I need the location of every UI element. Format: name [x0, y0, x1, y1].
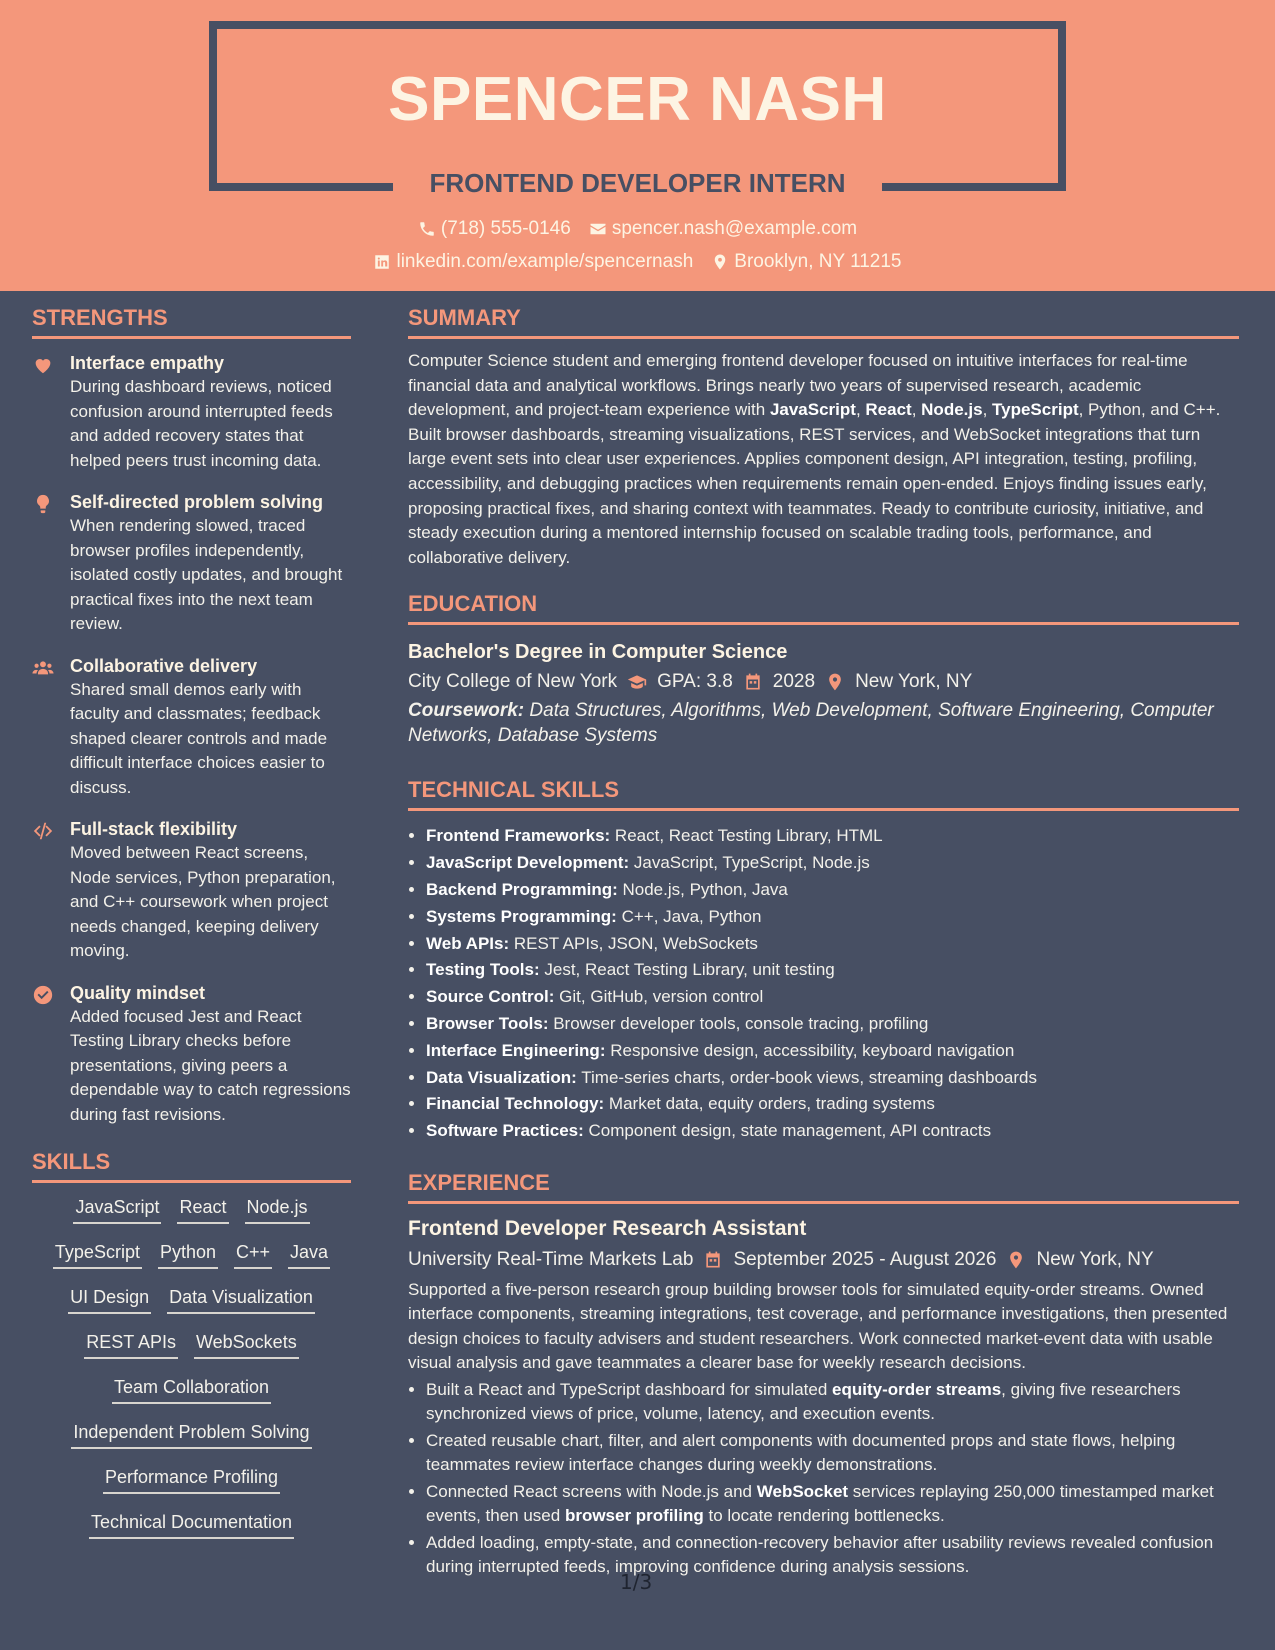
list-item: • Data Visualization: Time-series charts, order-book views, streaming dashboards [426, 1065, 1239, 1092]
skill-chip: WebSockets [194, 1330, 299, 1359]
experience-heading: EXPERIENCE [408, 1165, 1239, 1204]
strength-name: Full-stack flexibility [70, 819, 238, 839]
strength-text: When rendering slowed, traced browser profiles independently, isolated costly updates, and brought practical fixes into the next team review. [70, 516, 343, 633]
map-pin-icon [825, 672, 845, 692]
page-number: 1/3 [620, 1570, 653, 1594]
list-item: • Created reusable chart, filter, and alert components with documented props and state flows, helping teammates review interface changes during weekly demonstrations. [426, 1429, 1239, 1478]
strength-item [32, 817, 351, 964]
summary-text: Computer Science student and emerging frontend developer focused on intuitive interfaces for real-time financial data and analytical workflows. Brings nearly two years of supervised research, academic development, and project-team experience with JavaScript, React, Node.js, TypeScript, Python, and C++. Built browser dashboards, streaming visualizations, REST services, and WebSocket integrations that turn large event sets into clear user experiences. Applies component design, API integration, testing, profiling, accessibility, and debugging practices when requirements remain open-ended. Enjoys finding issues early, proposing practical fixes, and sharing context with teammates. Ready to contribute curiosity, initiative, and steady execution during a mentored internship focused on scalable trading tools, performance, and collaborative delivery. [408, 351, 1221, 567]
strength-text: Moved between React screens, Node services, Python preparation, and C++ coursework when project needs changed, keeping delivery moving. [70, 843, 336, 960]
list-item: • Added loading, empty-state, and connection-recovery behavior after usability reviews revealed confusion during interrupted feeds, improving confidence during analysis sessions. [426, 1531, 1239, 1580]
contact-row-2 [0, 251, 1275, 273]
skill-chip: React [177, 1195, 228, 1224]
calendar-icon [743, 672, 763, 692]
strength-item [32, 351, 351, 473]
contact-row-1 [0, 218, 1275, 240]
list-item: • JavaScript Development: JavaScript, TypeScript, Node.js [426, 850, 1239, 877]
email-contact[interactable] [589, 218, 857, 240]
skill-chip: REST APIs [84, 1330, 178, 1359]
location-contact [711, 251, 901, 273]
location-text: Brooklyn, NY 11215 [734, 251, 902, 272]
technical-skills-heading: TECHNICAL SKILLS [408, 772, 1239, 811]
job-title: Frontend Developer Research Assistant [408, 1216, 807, 1240]
skill-chip: Performance Profiling [103, 1465, 280, 1494]
list-item: • Testing Tools: Jest, React Testing Library, unit testing [426, 957, 1239, 984]
list-item: • Browser Tools: Browser developer tools, console tracing, profiling [426, 1011, 1239, 1038]
chip-row [32, 1285, 351, 1330]
strength-item [32, 654, 351, 801]
strength-name: Collaborative delivery [70, 655, 258, 676]
skill-chip: Python [158, 1240, 218, 1269]
envelope-icon [589, 220, 607, 238]
left-column [32, 300, 351, 1555]
strength-name: Quality mindset [70, 982, 206, 1003]
experience-bullets [408, 1378, 1239, 1580]
strength-item [32, 981, 351, 1128]
list-item: • Financial Technology: Market data, equity orders, trading systems [426, 1091, 1239, 1118]
list-item: • Source Control: Git, GitHub, version control [426, 984, 1239, 1011]
skill-chip: C++ [234, 1240, 272, 1269]
job-dates: September 2025 - August 2026 [733, 1248, 997, 1270]
linkedin-text: linkedin.com/example/spencernash [396, 251, 694, 272]
map-pin-icon [1006, 1250, 1026, 1270]
strength-name: Self-directed problem solving [70, 492, 324, 512]
list-item: • Interface Engineering: Responsive design, accessibility, keyboard navigation [426, 1038, 1239, 1065]
skill-chip: TypeScript [53, 1240, 142, 1269]
skills-chips [32, 1195, 351, 1555]
skill-chip: Independent Problem Solving [71, 1420, 311, 1449]
list-item: • Frontend Frameworks: React, React Testing Library, HTML [426, 823, 1239, 850]
chip-row [32, 1195, 351, 1240]
resume-header [0, 0, 1275, 291]
linkedin-icon [373, 253, 391, 271]
chip-row [32, 1375, 351, 1420]
job-location: New York, NY [1036, 1248, 1154, 1270]
chip-row [32, 1420, 351, 1465]
chip-row [32, 1330, 351, 1375]
list-item: • Systems Programming: C++, Java, Python [426, 904, 1239, 931]
gpa: GPA: 3.8 [657, 671, 733, 693]
code-icon [32, 820, 54, 842]
skill-chip: Java [288, 1240, 330, 1269]
list-item: • Connected React screens with Node.js and WebSocket services replaying 250,000 timestamped market events, then used browser profiling to locate rendering bottlenecks. [426, 1480, 1239, 1529]
linkedin-contact[interactable] [373, 251, 693, 273]
phone-icon [418, 220, 436, 238]
strengths-heading: STRENGTHS [32, 300, 351, 339]
heart-icon [32, 354, 54, 376]
strength-name: Interface empathy [70, 353, 225, 373]
strength-text: During dashboard reviews, noticed confusion around interrupted feeds and added recovery states that helped peers trust incoming data. [70, 377, 333, 470]
skill-chip: JavaScript [73, 1195, 161, 1224]
candidate-name: SPENCER NASH [388, 65, 887, 134]
map-pin-icon [711, 253, 729, 271]
strength-item [32, 490, 351, 637]
right-column [408, 300, 1239, 1582]
job-description: Supported a five-person research group building browser tools for simulated equity-order streams. Owned interface components, streaming integrations, test coverage, and performance investigations, then presented design choices to faculty advisers and student researchers. Work connected market-event data with usable visual analysis and gave teammates a clearer base for weekly research decisions. [408, 1279, 1228, 1373]
list-item: • Built a React and TypeScript dashboard for simulated equity-order streams, giving five researchers synchronized views of price, volume, latency, and execution events. [426, 1378, 1239, 1427]
skills-heading: SKILLS [32, 1144, 351, 1183]
list-item: • Software Practices: Component design, state management, API contracts [426, 1118, 1239, 1145]
skill-chip: UI Design [68, 1285, 151, 1314]
strength-text: Added focused Jest and React Testing Library checks before presentations, giving peers a dependable way to catch regressions during fast revisions. [70, 1006, 351, 1124]
school-name: City College of New York [408, 671, 618, 693]
email-text: spencer.nash@example.com [611, 218, 858, 239]
degree-name: Bachelor's Degree in Computer Science [408, 641, 788, 664]
school-location: New York, NY [855, 671, 973, 693]
calendar-icon [703, 1250, 723, 1270]
phone-contact[interactable] [418, 218, 571, 240]
chip-row [32, 1510, 351, 1555]
check-circle-icon [32, 984, 54, 1006]
education-heading: EDUCATION [408, 586, 1239, 625]
job-title-heading: FRONTEND DEVELOPER INTERN [393, 164, 882, 202]
strength-text: Shared small demos early with faculty and classmates; feedback shaped clearer controls and made difficult interface choices easier to discuss. [70, 679, 328, 797]
graduation-year: 2028 [772, 671, 816, 693]
users-icon [32, 657, 54, 679]
lightbulb-icon [32, 493, 54, 515]
chip-row [32, 1465, 351, 1510]
list-item: • Backend Programming: Node.js, Python, Java [426, 877, 1239, 904]
skill-chip: Data Visualization [167, 1285, 315, 1314]
organization: University Real-Time Markets Lab [408, 1248, 694, 1270]
phone-text: (718) 555-0146 [440, 218, 571, 239]
coursework: Coursework: Data Structures, Algorithms, Web Development, Software Engineering, Computer Networks, Database Systems [408, 700, 1214, 746]
job-meta [408, 1244, 1239, 1276]
technical-skills-list [408, 823, 1239, 1145]
chip-row [32, 1240, 351, 1285]
education-meta [408, 667, 1239, 697]
skill-chip: Technical Documentation [89, 1510, 294, 1539]
summary-heading: SUMMARY [408, 300, 1239, 339]
skill-chip: Team Collaboration [112, 1375, 271, 1404]
graduation-cap-icon [627, 672, 647, 692]
list-item: • Web APIs: REST APIs, JSON, WebSockets [426, 931, 1239, 958]
skill-chip: Node.js [245, 1195, 310, 1224]
